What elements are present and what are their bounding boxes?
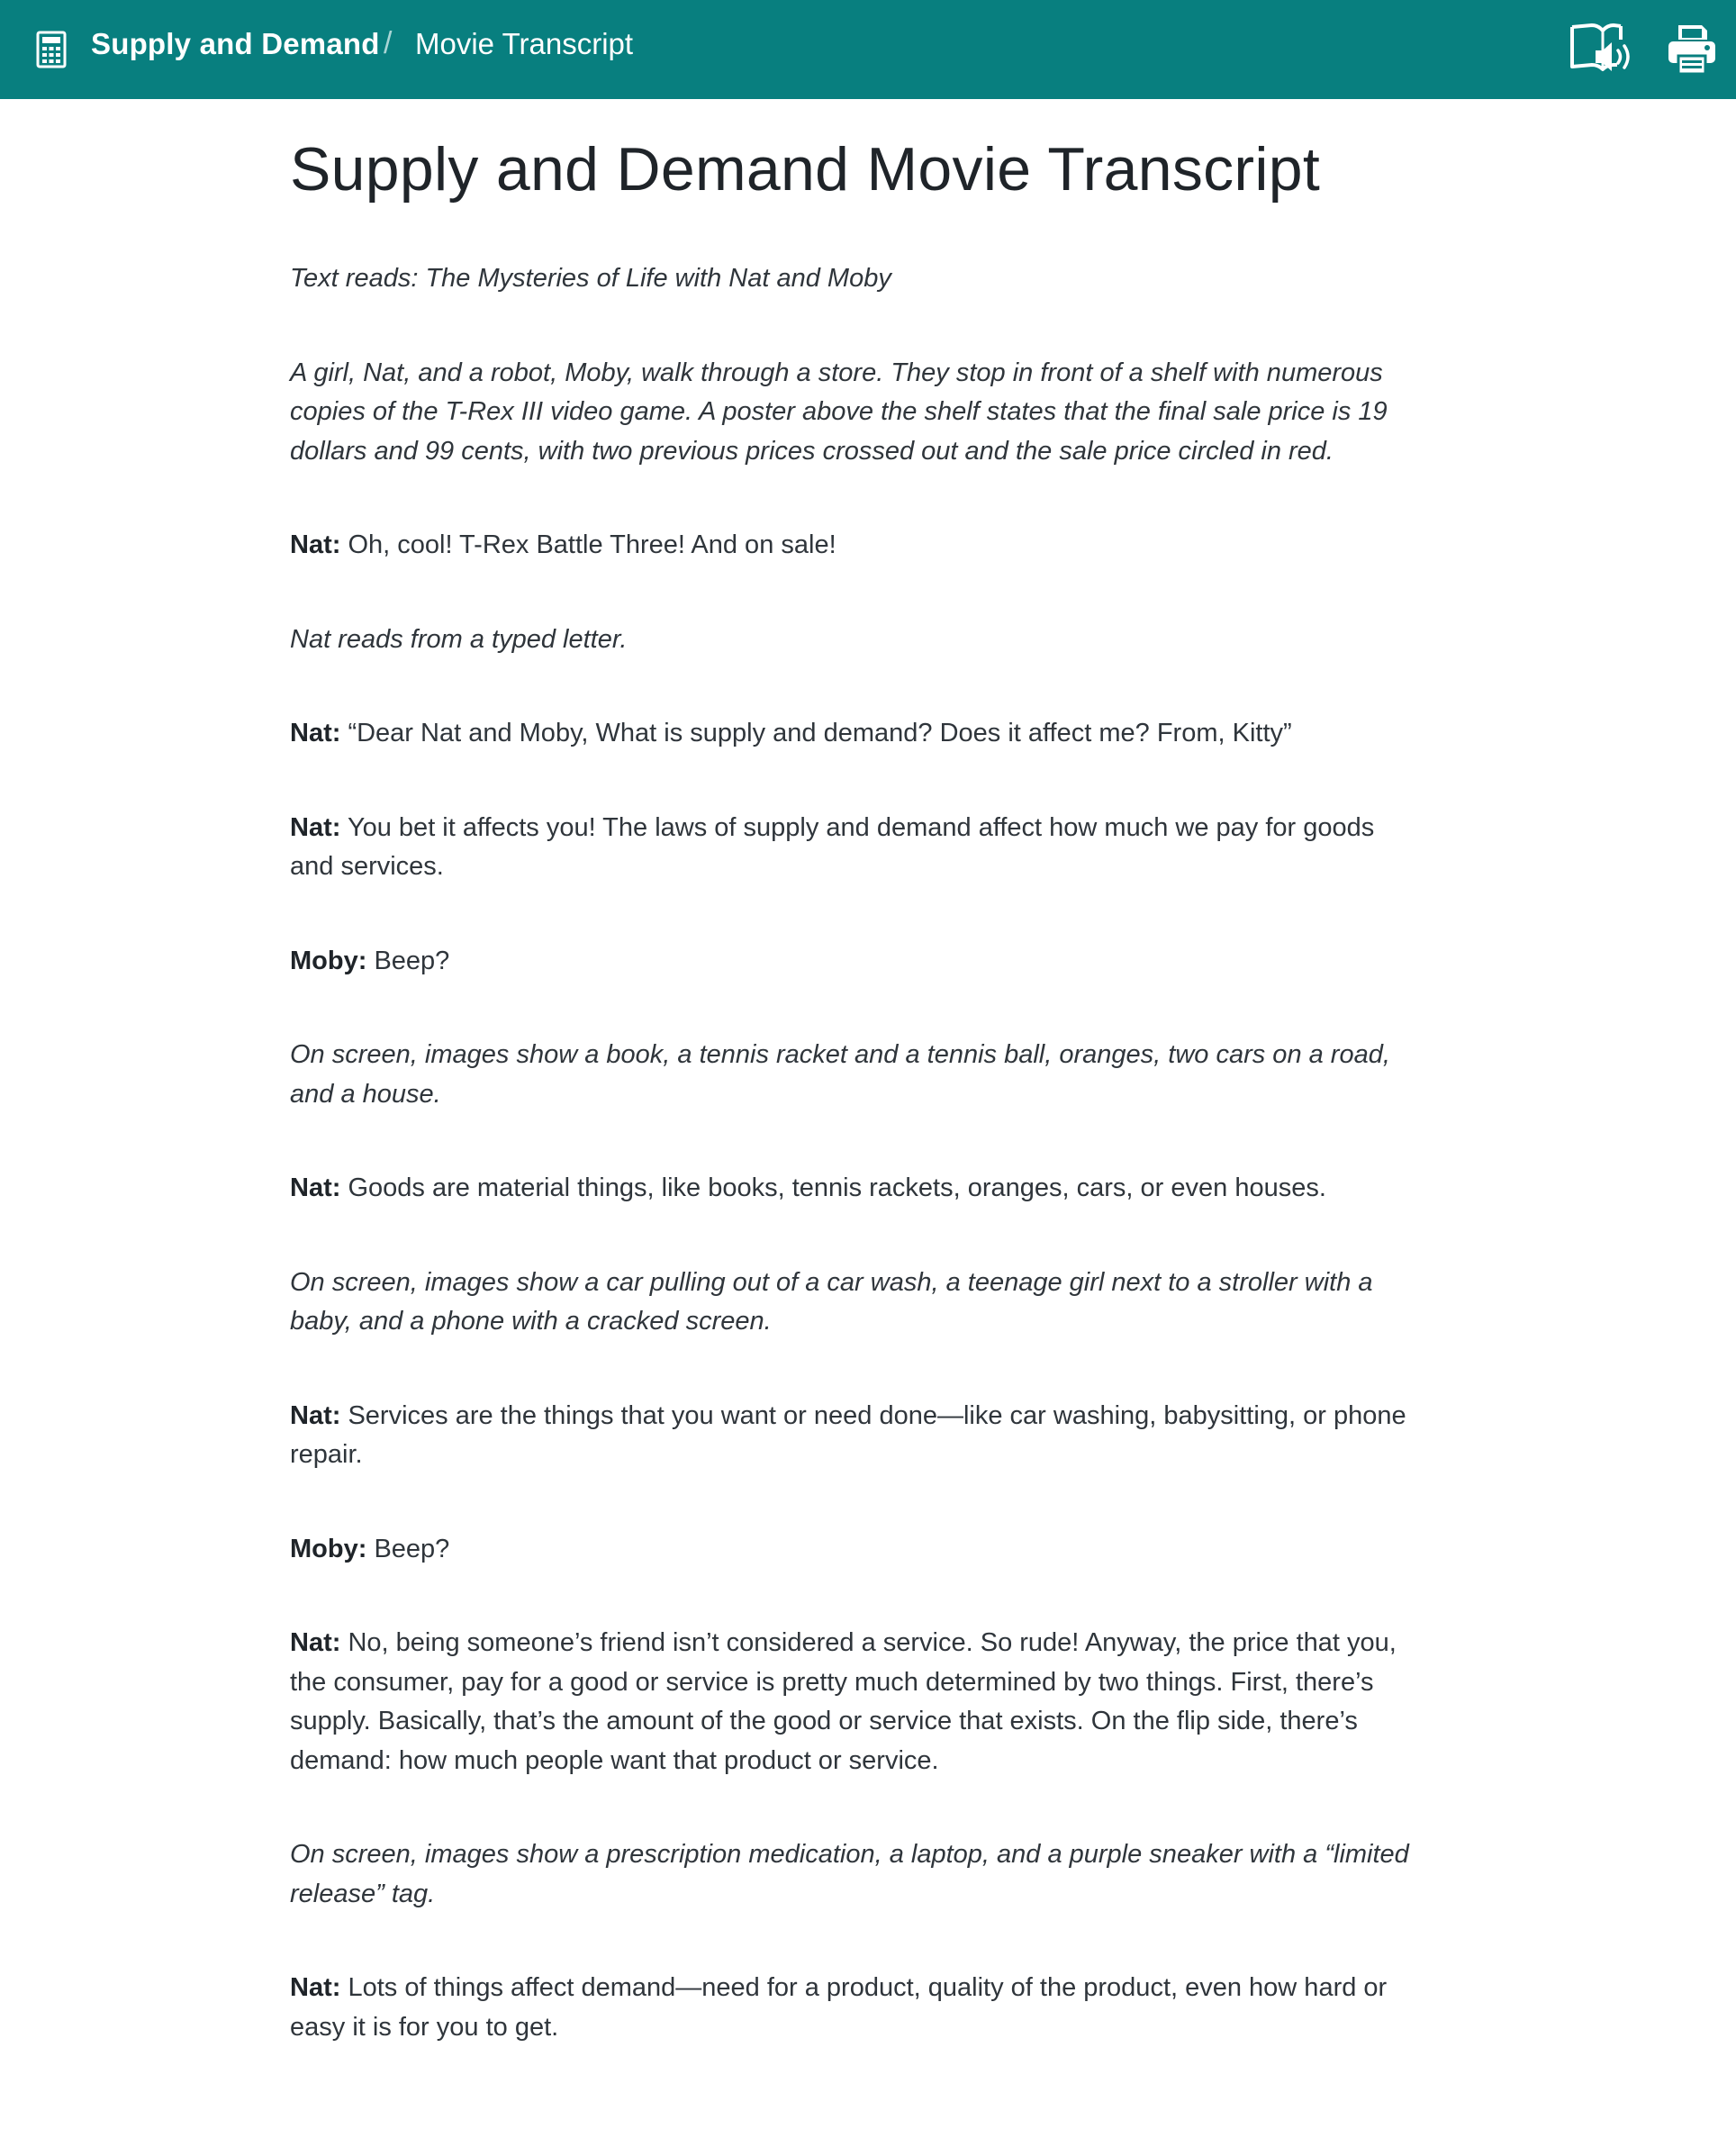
transcript-dialogue xyxy=(290,1969,1424,2047)
read-aloud-icon xyxy=(1569,20,1637,79)
breadcrumb-unit-link[interactable]: Supply and Demand xyxy=(91,27,380,60)
transcript-dialogue xyxy=(290,809,1424,887)
speaker-label: Nat: xyxy=(290,812,341,842)
transcript-dialogue xyxy=(290,1397,1424,1475)
transcript-text: A girl, Nat, and a robot, Moby, walk through a store. They stop in front of a shelf with numerous copies of the T-Rex III video game. A poster above the shelf states that the final sale price is 19 dollars and 99 cents, with two previous prices crossed out and the sale price circled in red. xyxy=(290,358,1388,466)
speaker-label: Nat: xyxy=(290,1173,341,1203)
transcript-content xyxy=(290,135,1424,2102)
speaker-label: Nat: xyxy=(290,1628,341,1658)
transcript-dialogue xyxy=(290,942,1424,982)
transcript-description xyxy=(290,1264,1424,1342)
print-button[interactable] xyxy=(1666,20,1718,79)
transcript-description xyxy=(290,259,1424,299)
read-aloud-button[interactable] xyxy=(1569,20,1637,79)
transcript-text: Oh, cool! T-Rex Battle Three! And on sale! xyxy=(348,530,836,560)
transcript-text: Nat reads from a typed letter. xyxy=(290,624,628,654)
transcript-text: Beep? xyxy=(374,1534,450,1563)
transcript-text: “Dear Nat and Moby, What is supply and demand? Does it affect me? From, Kitty” xyxy=(348,719,1292,748)
transcript-text: Services are the things that you want or need done—like car washing, babysitting, or phone repair. xyxy=(290,1400,1406,1470)
speaker-label: Nat: xyxy=(290,719,341,748)
speaker-label: Moby: xyxy=(290,946,367,975)
transcript-dialogue xyxy=(290,526,1424,566)
transcript-text: On screen, images show a book, a tennis racket and a tennis ball, oranges, two cars on a road, and a house. xyxy=(290,1040,1390,1109)
calculator-icon xyxy=(36,31,67,68)
top-bar xyxy=(0,0,1736,99)
transcript-dialogue xyxy=(290,1169,1424,1209)
speaker-label: Nat: xyxy=(290,530,341,560)
transcript-text: Text reads: The Mysteries of Life with Nat and Moby xyxy=(290,264,891,294)
transcript-dialogue xyxy=(290,714,1424,754)
print-icon xyxy=(1666,20,1718,79)
transcript-description xyxy=(290,1835,1424,1914)
transcript-text: You bet it affects you! The laws of supply and demand affect how much we pay for goods and services. xyxy=(290,812,1375,882)
transcript-text: Goods are material things, like books, tennis rackets, oranges, cars, or even houses. xyxy=(348,1173,1326,1203)
breadcrumb-separator: / xyxy=(384,26,393,60)
transcript-description xyxy=(290,354,1424,472)
transcript-text: No, being someone’s friend isn’t considered a service. So rude! Anyway, the price that you, the consumer, pay for a good or service is pretty much determined by two things. First, there’s supply. Basically, that’s the amount of the good or service that exists. On the flip side, there’s demand: how much people want that product or service. xyxy=(290,1628,1397,1775)
transcript-text: Beep? xyxy=(374,946,450,975)
speaker-label: Nat: xyxy=(290,1400,341,1430)
transcript-dialogue xyxy=(290,1530,1424,1570)
breadcrumb-current-page: Movie Transcript xyxy=(415,27,634,60)
transcript-text: Lots of things affect demand—need for a product, quality of the product, even how hard or easy it is for you to get. xyxy=(290,1973,1388,2042)
page-title: Supply and Demand Movie Transcript xyxy=(290,135,1321,204)
transcript-text: On screen, images show a prescription medication, a laptop, and a purple sneaker with a “limited release” tag. xyxy=(290,1840,1409,1908)
transcript-text: On screen, images show a car pulling out of a car wash, a teenage girl next to a stroller with a baby, and a phone with a cracked screen. xyxy=(290,1267,1373,1336)
speaker-label: Nat: xyxy=(290,1973,341,2003)
transcript-description xyxy=(290,1036,1424,1114)
transcript-dialogue xyxy=(290,1624,1424,1780)
speaker-label: Moby: xyxy=(290,1534,367,1563)
transcript-description xyxy=(290,621,1424,660)
